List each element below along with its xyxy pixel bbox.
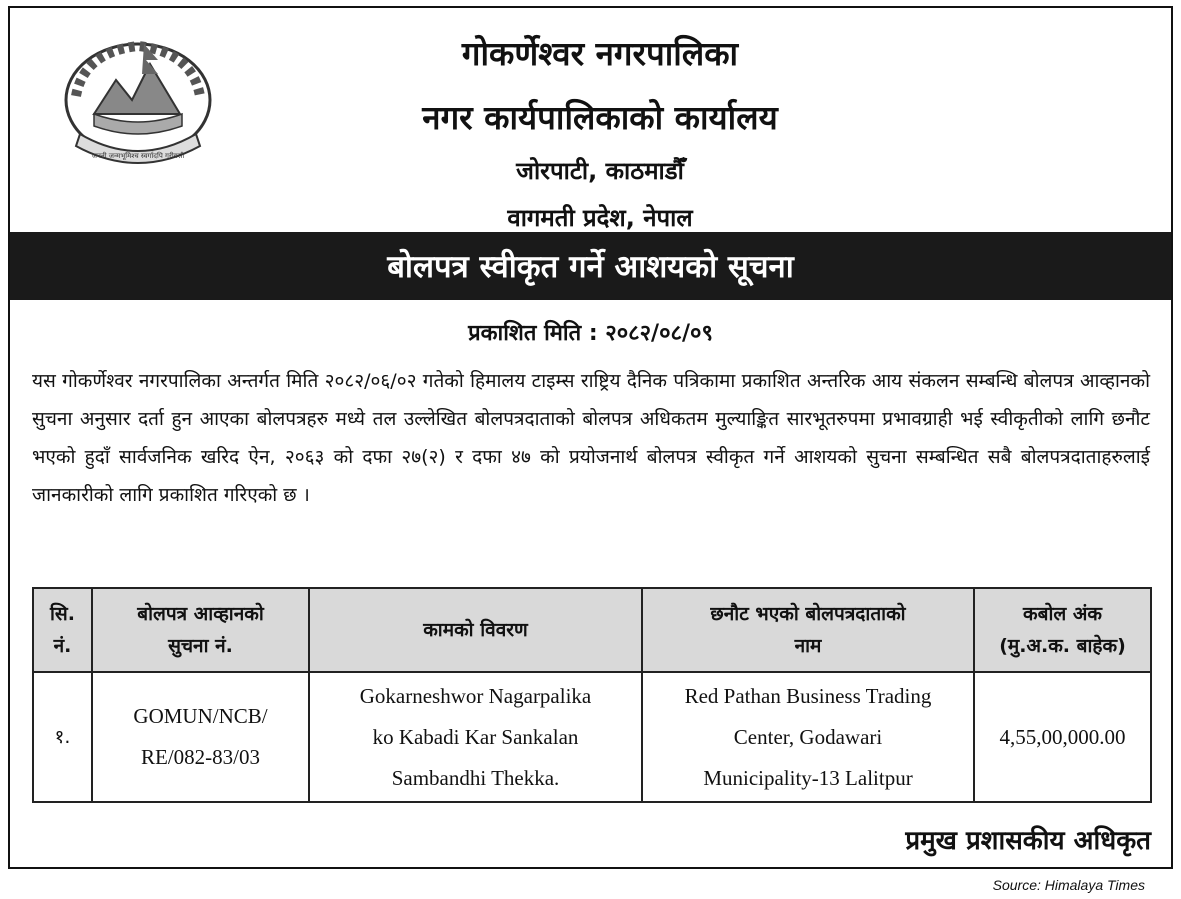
table-row [33, 672, 1151, 802]
province-country: वागमती प्रदेश, नेपाल [507, 204, 693, 232]
office-address: जोरपाटी, काठमाडौँ [516, 157, 684, 185]
signatory-title: प्रमुख प्रशासकीय अधिकृत [905, 826, 1151, 856]
source-credit: Source: Himalaya Times [992, 877, 1145, 893]
cell-work-description: Gokarneshwor Nagarpalika ko Kabadi Kar Sankalan Sambandhi Thekka. [309, 672, 642, 802]
cell-serial-no: १. [33, 672, 92, 802]
notice-title-band [10, 232, 1171, 300]
published-date: प्रकाशित मिति : २०८२/०८/०९ [468, 321, 713, 346]
table-header-row [33, 588, 1151, 672]
header-serial-no: सि. नं. [33, 588, 92, 672]
notice-frame [8, 6, 1173, 869]
header-notice-number: बोलपत्र आव्हानको सुचना नं. [92, 588, 309, 672]
cell-bid-amount: 4,55,00,000.00 [974, 672, 1151, 802]
selected-bid-table [32, 587, 1152, 803]
header-work-description: कामको विवरण [309, 588, 642, 672]
municipality-name: गोकर्णेश्वर नगरपालिका [461, 34, 739, 73]
emblem-motto: जननी जन्मभूमिश्च स्वर्गादपि गरीयसी [91, 152, 185, 160]
notice-title: बोलपत्र स्वीकृत गर्ने आशयको सूचना [387, 249, 794, 285]
header-bid-amount: कबोल अंक (मु.अ.क. बाहेक) [974, 588, 1151, 672]
cell-bidder-name: Red Pathan Business Trading Center, Godawari Municipality-13 Lalitpur [642, 672, 974, 802]
notice-body: यस गोकर्णेश्वर नगरपालिका अन्तर्गत मिति २०८२/०६/०२ गतेको हिमालय टाइम्स राष्ट्रिय दैनिक पत्रिकामा प्रकाशित अन्तरिक आय संकलन सम्बन्धि बोलपत्र आव्हानको सुचना अनुसार दर्ता हुन आएका बोलपत्रहरु मध्ये तल उल्लेखित बोलपत्रदाताको बोलपत्र अधिकतम मुल्याङ्कित सारभूतरुपमा प्रभावग्राही भई स्वीकृतीको लागि छनौट भएको हुदाँ सार्वजनिक खरिद ऐन, २०६३ को दफा २७(२) र दफा ४७ को प्रयोजनार्थ बोलपत्र स्वीकृत गर्ने आशयको सुचना सम्बन्धित सबै बोलपत्रदाताहरुलाई जानकारीको लागि प्रकाशित गरिएको छ । [32, 370, 1150, 506]
header-bidder-name: छनौट भएको बोलपत्रदाताको नाम [642, 588, 974, 672]
cell-notice-number: GOMUN/NCB/ RE/082-83/03 [92, 672, 309, 802]
nepal-emblem-icon [54, 34, 222, 176]
office-name: नगर कार्यपालिकाको कार्यालय [422, 98, 778, 137]
